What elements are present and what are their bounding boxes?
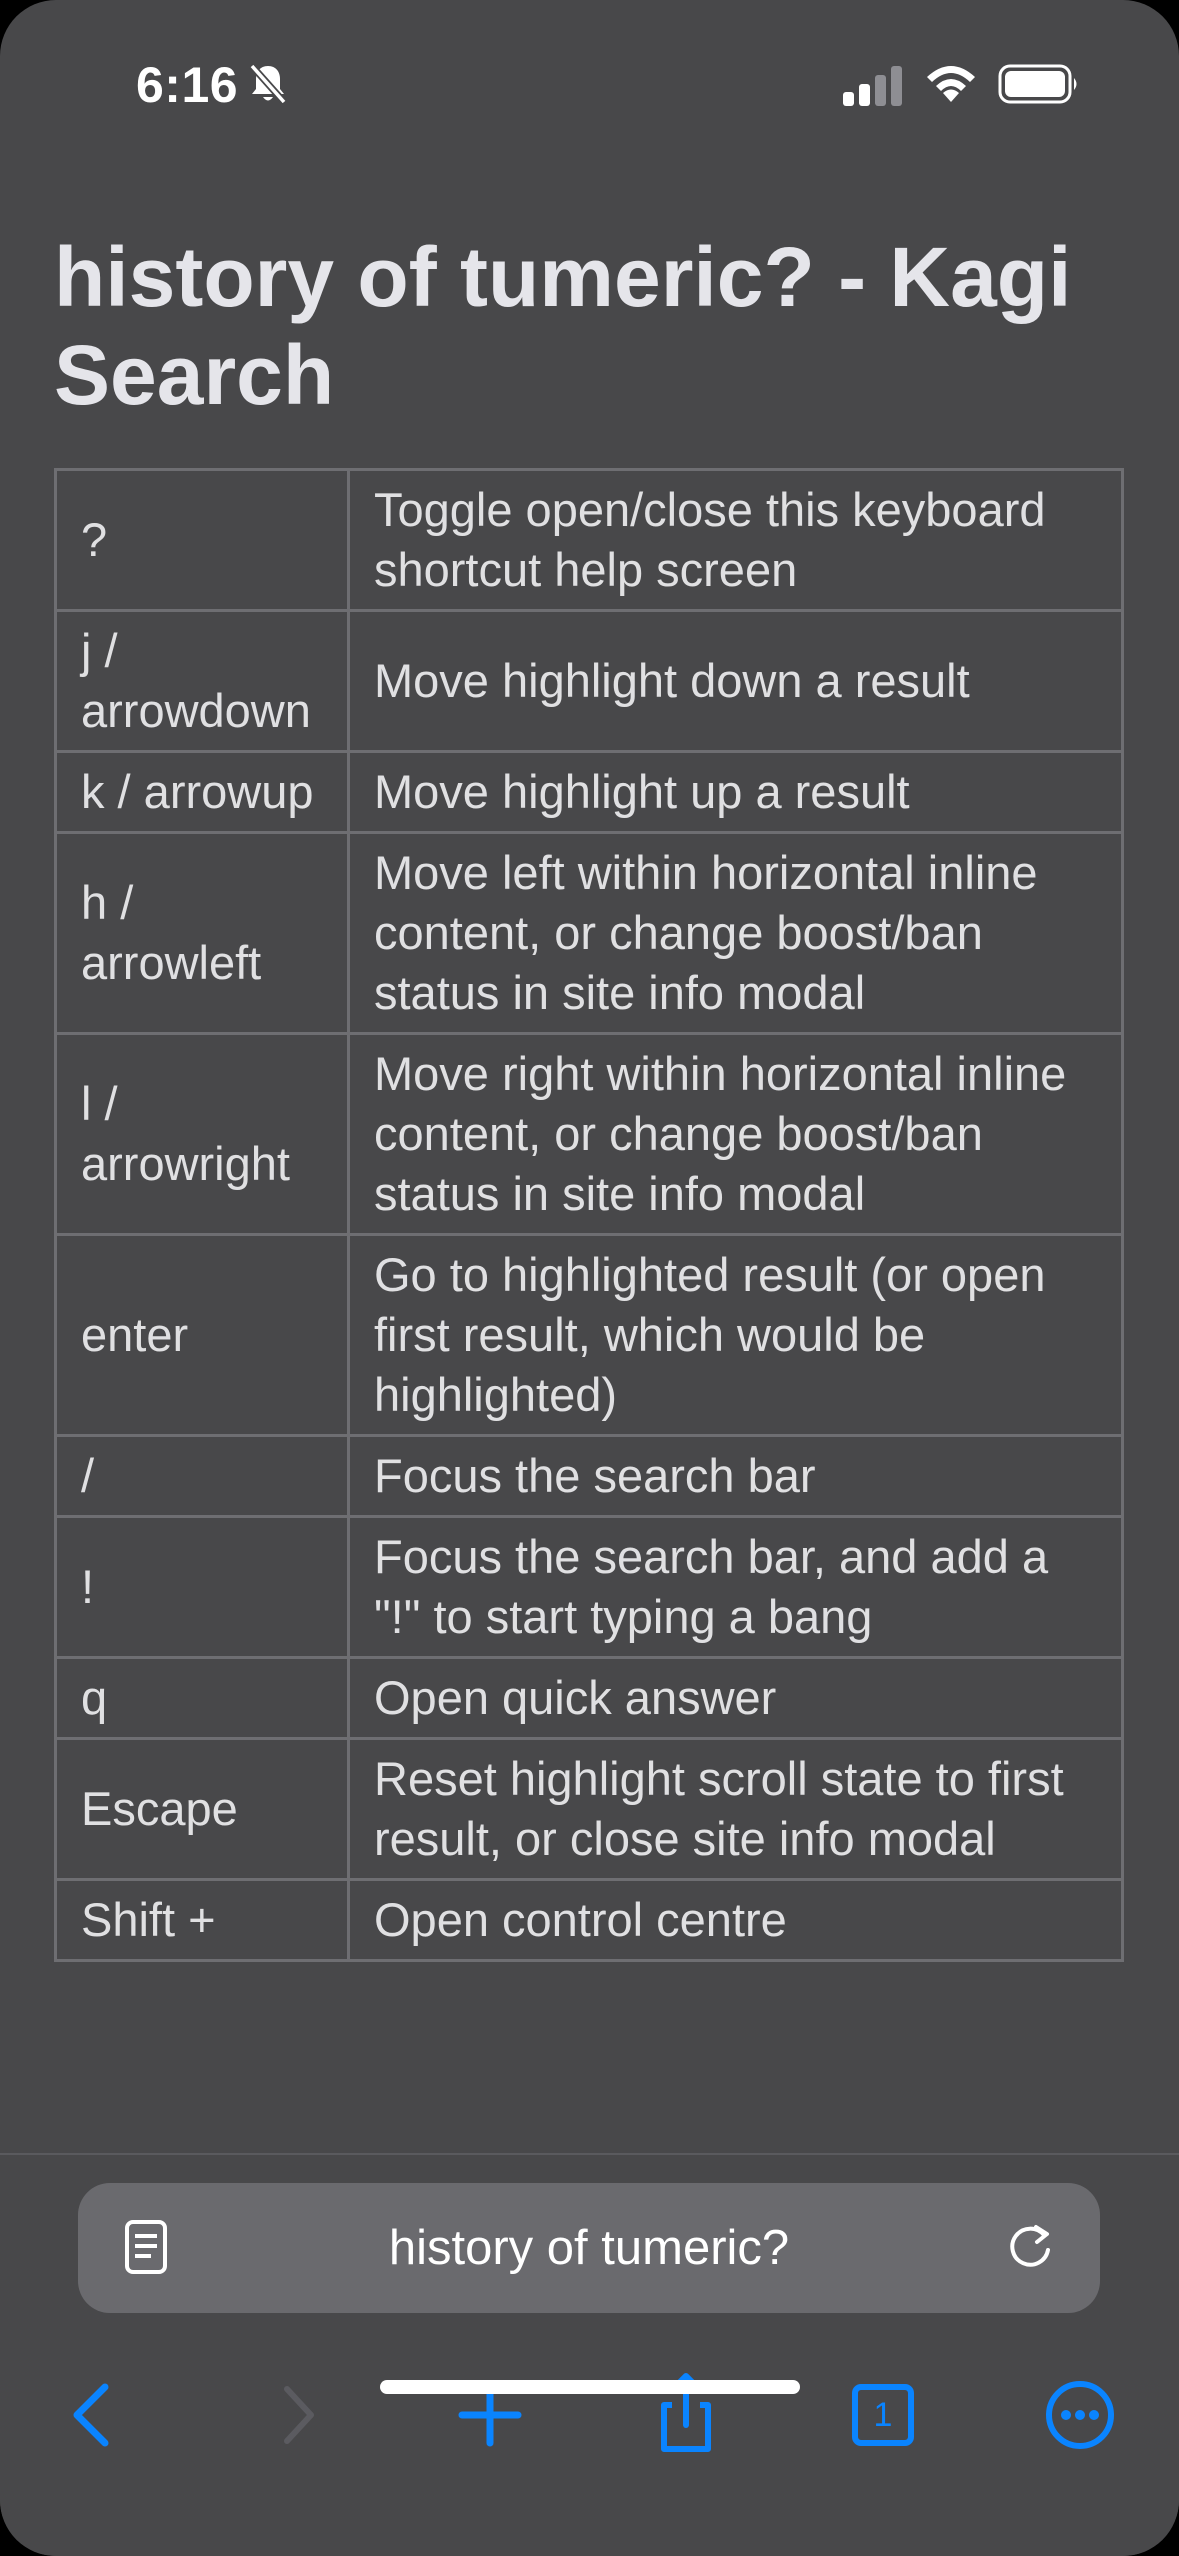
shortcut-key: Escape bbox=[56, 1739, 349, 1880]
shortcut-description: Focus the search bar bbox=[349, 1436, 1123, 1517]
forward-icon[interactable] bbox=[245, 2365, 345, 2465]
shortcut-key: ? bbox=[56, 470, 349, 611]
shortcut-key: / bbox=[56, 1436, 349, 1517]
cellular-signal-icon bbox=[843, 66, 905, 111]
battery-icon bbox=[998, 64, 1080, 109]
shortcut-key: enter bbox=[56, 1235, 349, 1436]
shortcut-key: q bbox=[56, 1658, 349, 1739]
wifi-icon bbox=[924, 62, 978, 109]
reload-icon[interactable] bbox=[1003, 2221, 1057, 2280]
shortcut-key: Shift + bbox=[56, 1880, 349, 1961]
shortcut-row bbox=[56, 1739, 1123, 1880]
bell-slash-icon bbox=[248, 62, 288, 111]
home-indicator bbox=[380, 2380, 800, 2394]
shortcut-description: Move right within horizontal inline content, or change boost/ban status in site info modal bbox=[349, 1034, 1123, 1235]
shortcut-description: Open quick answer bbox=[349, 1658, 1123, 1739]
status-bar bbox=[0, 0, 1179, 170]
tab-count: 1 bbox=[873, 2396, 893, 2434]
shortcut-description: Toggle open/close this keyboard shortcut help screen bbox=[349, 470, 1123, 611]
status-time: 6:16 bbox=[136, 57, 239, 113]
shortcut-description: Move left within horizontal inline content, or change boost/ban status in site info modal bbox=[349, 833, 1123, 1034]
shortcut-description: Move highlight down a result bbox=[349, 611, 1123, 752]
address-bar-text: history of tumeric? bbox=[388, 2221, 790, 2275]
tabs-icon[interactable] bbox=[833, 2365, 933, 2465]
shortcut-description: Reset highlight scroll state to first result, or close site info modal bbox=[349, 1739, 1123, 1880]
address-bar[interactable] bbox=[78, 2183, 1100, 2313]
shortcut-description: Open control centre bbox=[349, 1880, 1123, 1961]
shortcut-table-viewport[interactable] bbox=[54, 468, 1124, 2153]
shortcut-key: ! bbox=[56, 1517, 349, 1658]
keyboard-shortcuts-table bbox=[54, 468, 1124, 1962]
shortcut-row bbox=[56, 1880, 1123, 1961]
shortcut-row bbox=[56, 470, 1123, 611]
shortcut-key: j / arrowdown bbox=[56, 611, 349, 752]
shortcut-row bbox=[56, 1034, 1123, 1235]
shortcut-row bbox=[56, 1658, 1123, 1739]
shortcut-row bbox=[56, 752, 1123, 833]
shortcut-row bbox=[56, 611, 1123, 752]
shortcut-row bbox=[56, 1436, 1123, 1517]
shortcut-key: l / arrowright bbox=[56, 1034, 349, 1235]
shortcut-description: Move highlight up a result bbox=[349, 752, 1123, 833]
more-icon[interactable] bbox=[1030, 2365, 1130, 2465]
shortcut-row bbox=[56, 1517, 1123, 1658]
shortcut-row bbox=[56, 1235, 1123, 1436]
shortcut-description: Go to highlighted result (or open first result, which would be highlighted) bbox=[349, 1235, 1123, 1436]
shortcut-description: Focus the search bar, and add a "!" to start typing a bang bbox=[349, 1517, 1123, 1658]
browser-bottom-bar bbox=[0, 2153, 1179, 2556]
back-icon[interactable] bbox=[45, 2365, 145, 2465]
shortcut-row bbox=[56, 833, 1123, 1034]
shortcut-key: k / arrowup bbox=[56, 752, 349, 833]
shortcut-key: h / arrowleft bbox=[56, 833, 349, 1034]
page-title: history of tumeric? - Kagi Search bbox=[54, 230, 1072, 422]
